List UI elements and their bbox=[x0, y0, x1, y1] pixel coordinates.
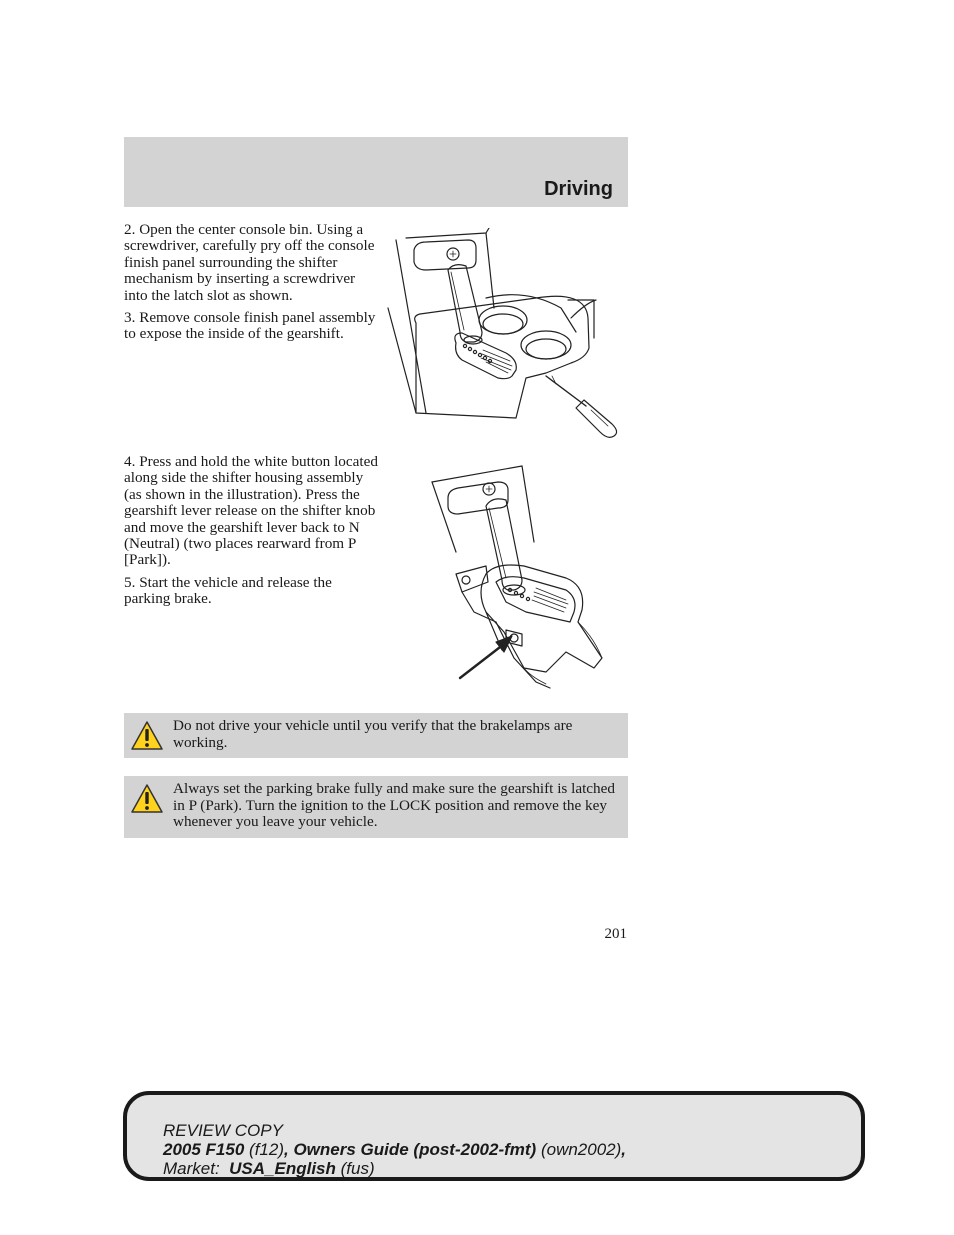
warning-triangle-icon bbox=[130, 720, 164, 752]
steps-top bbox=[124, 222, 382, 349]
footer-market: USA_English bbox=[229, 1159, 336, 1178]
footer-market-line bbox=[163, 1159, 861, 1178]
warning-text: Do not drive your vehicle until you verify that the brakelamps are working. bbox=[173, 717, 573, 751]
footer-model: 2005 F150 bbox=[163, 1140, 245, 1159]
footer-market-code: (fus) bbox=[340, 1159, 375, 1178]
console-screwdriver-illustration bbox=[386, 228, 630, 443]
section-title: Driving bbox=[544, 178, 613, 200]
footer-sep2: , bbox=[621, 1140, 627, 1159]
footer-model-code: (f12) bbox=[249, 1140, 284, 1159]
footer-market-label: Market: bbox=[163, 1159, 220, 1178]
shifter-release-illustration bbox=[426, 462, 630, 692]
footer-guide-code: (own2002) bbox=[540, 1140, 622, 1159]
warning-triangle-icon bbox=[130, 783, 164, 815]
step-5: 5. Start the vehicle and release the parking brake. bbox=[124, 573, 332, 608]
steps-bottom bbox=[124, 454, 382, 614]
review-copy-footer bbox=[123, 1091, 865, 1181]
step-4: 4. Press and hold the white button located along side the shifter housing assembly (as shown in the illustration). Press the gearshift lever release on the shifter knob and move the gearshift lever back to N (Neutral) (two places rearward from P [Park]). bbox=[124, 453, 378, 569]
section-header-bar bbox=[124, 137, 628, 207]
footer-sep1: , bbox=[284, 1140, 294, 1159]
page-number: 201 bbox=[604, 926, 627, 942]
review-copy-label: REVIEW COPY bbox=[163, 1121, 283, 1140]
step-3: 3. Remove console finish panel assembly to expose the inside of the gearshift. bbox=[124, 309, 376, 343]
warning-parking-brake bbox=[124, 776, 628, 838]
warning-brakelamps bbox=[124, 713, 628, 758]
warning-text: Always set the parking brake fully and make sure the gearshift is latched in P (Park). Turn the ignition to the LOCK position and remove the key whenever you leave your vehicle. bbox=[173, 780, 615, 831]
footer-model-line bbox=[163, 1140, 861, 1159]
step-2: 2. Open the center console bin. Using a screwdriver, carefully pry off the console finish panel surrounding the shifter mechanism by inserting a screwdriver into the latch slot as shown. bbox=[124, 221, 375, 304]
footer-guide: Owners Guide (post-2002-fmt) bbox=[293, 1140, 537, 1159]
